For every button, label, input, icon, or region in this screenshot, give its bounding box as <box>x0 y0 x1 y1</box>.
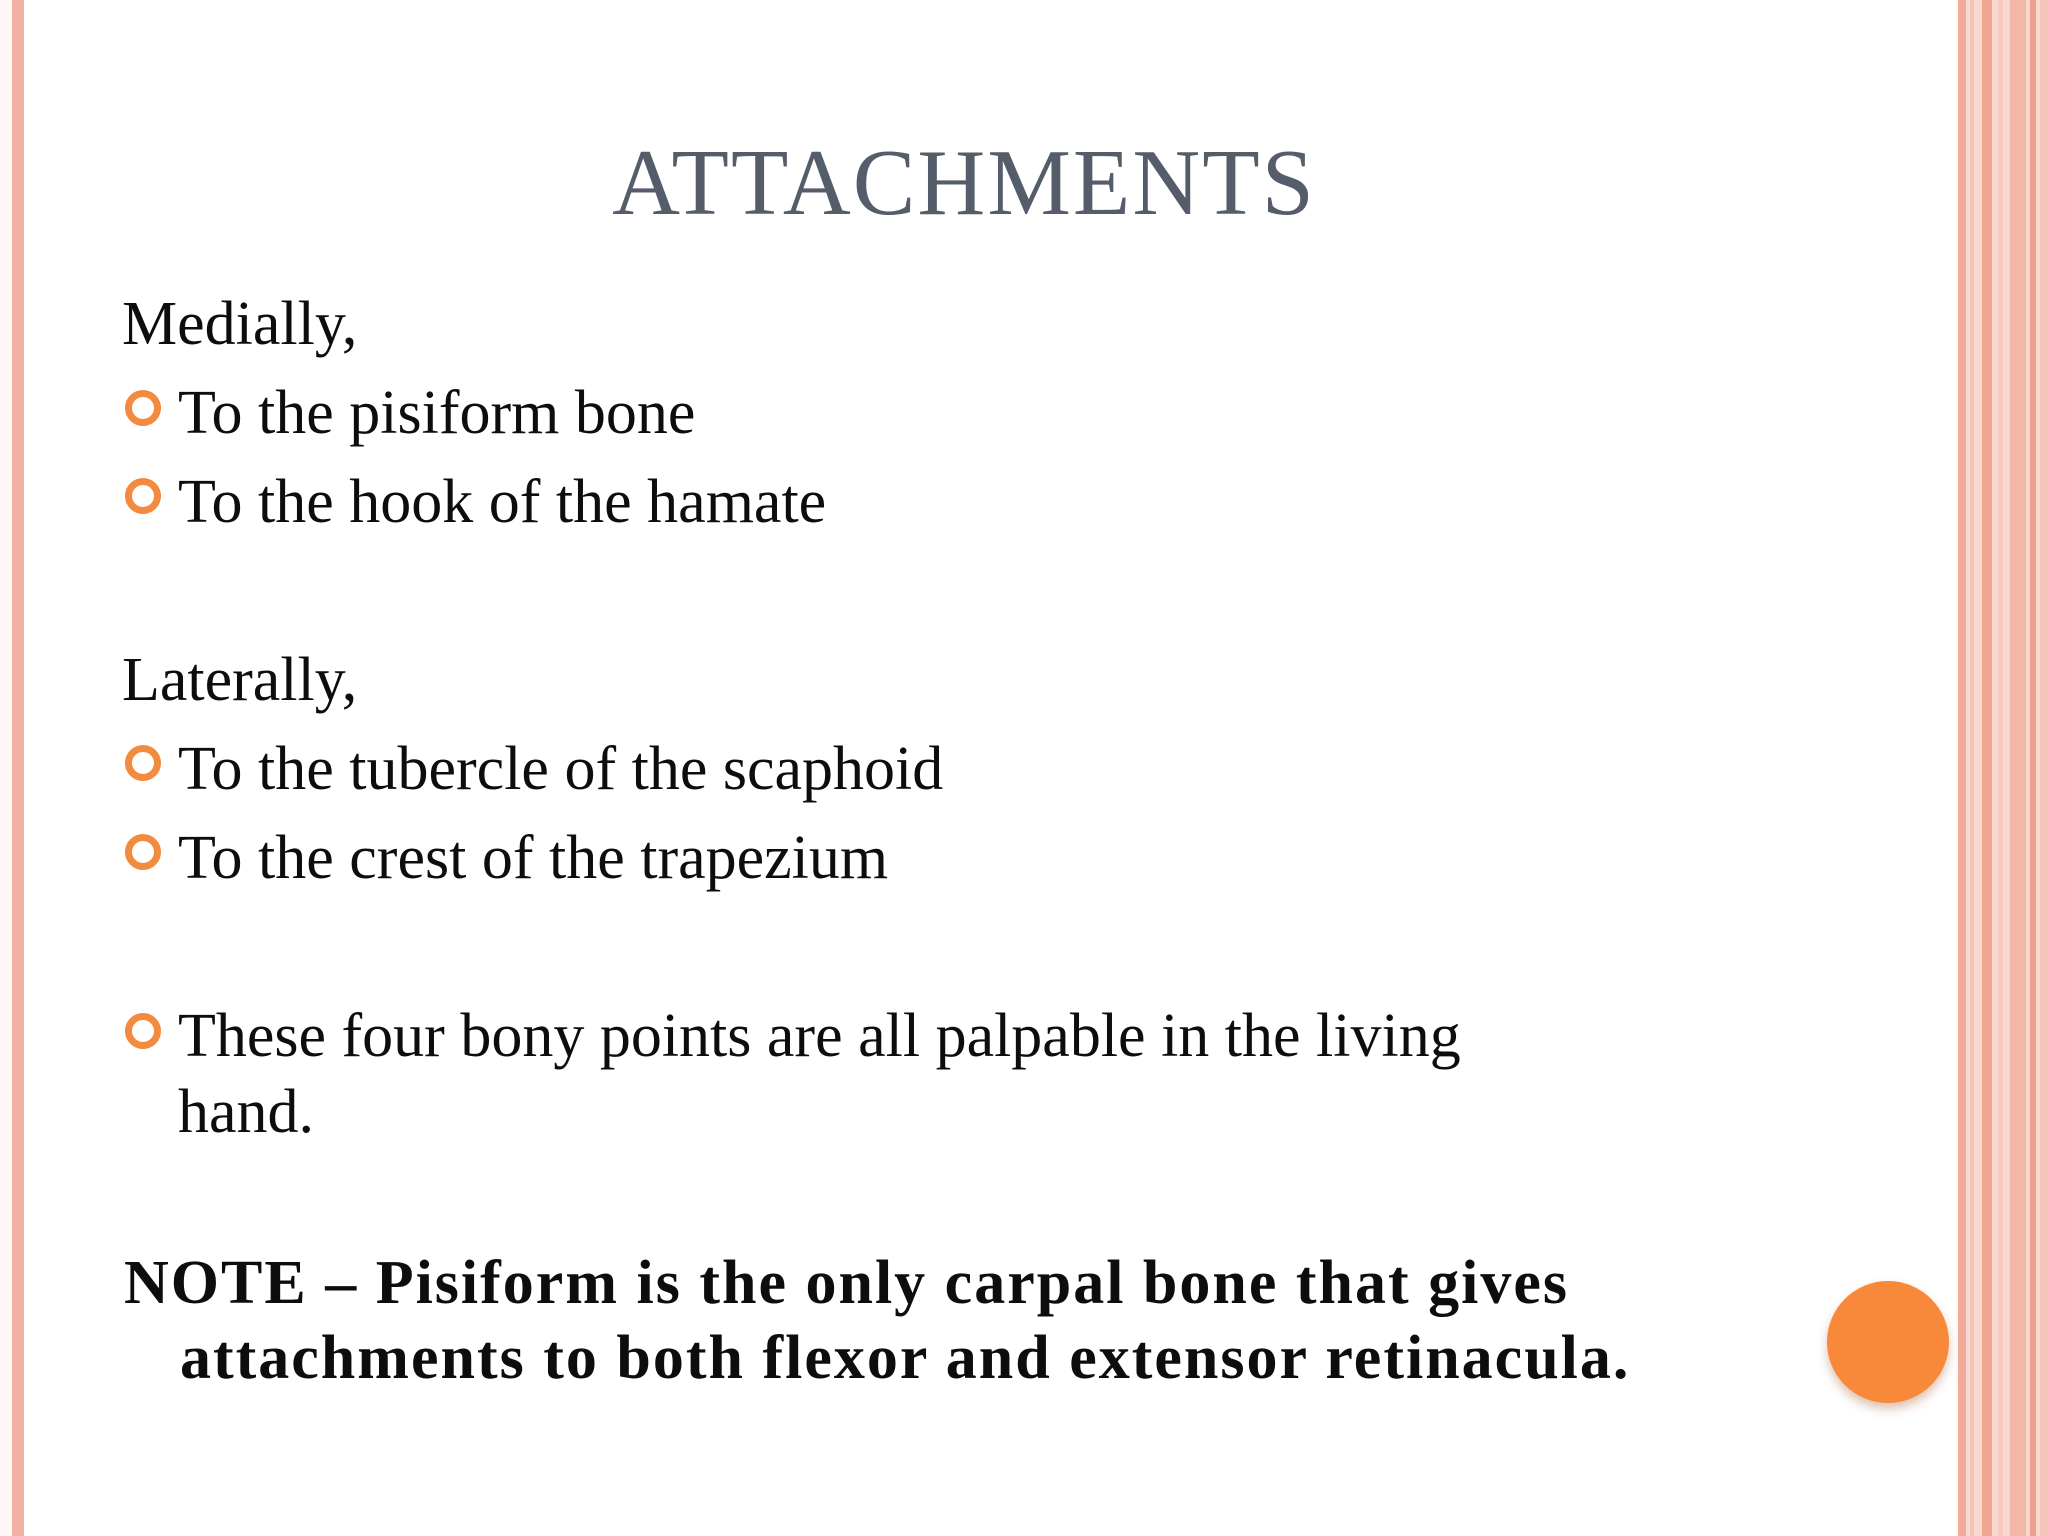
note-text: NOTE – Pisiform is the only carpal bone that gives attachments to both flexor and extensor retinacula. <box>124 1249 1631 1392</box>
palpable-statement-line2: hand. <box>178 1078 315 1146</box>
orange-circle-decoration <box>1827 1281 1949 1403</box>
slide-canvas <box>24 0 1956 1536</box>
right-stripe <box>2040 0 2048 1536</box>
lateral-heading: Laterally, <box>122 646 358 714</box>
palpable-statement-line1: These four bony points are all palpable in the living <box>178 1002 1461 1070</box>
right-stripe <box>1970 0 1974 1536</box>
lateral-item-trapezium: To the crest of the trapezium <box>178 824 889 892</box>
medial-item-pisiform: To the pisiform bone <box>178 379 696 447</box>
bullet-icon <box>125 390 161 426</box>
lateral-item-scaphoid: To the tubercle of the scaphoid <box>178 735 944 803</box>
slide-title: ATTACHMENTS <box>612 131 1316 235</box>
right-stripe <box>1998 0 2003 1536</box>
bullet-icon <box>125 745 161 781</box>
right-stripe <box>2030 0 2036 1536</box>
medial-heading: Medially, <box>122 290 358 358</box>
right-stripe <box>2010 0 2026 1536</box>
bullet-icon <box>125 834 161 870</box>
right-stripe <box>1982 0 1992 1536</box>
right-stripe <box>1958 0 1966 1536</box>
medial-item-hamate: To the hook of the hamate <box>178 468 827 536</box>
bullet-icon <box>125 478 161 514</box>
left-border-stripe <box>12 0 24 1536</box>
bullet-icon <box>125 1013 161 1049</box>
